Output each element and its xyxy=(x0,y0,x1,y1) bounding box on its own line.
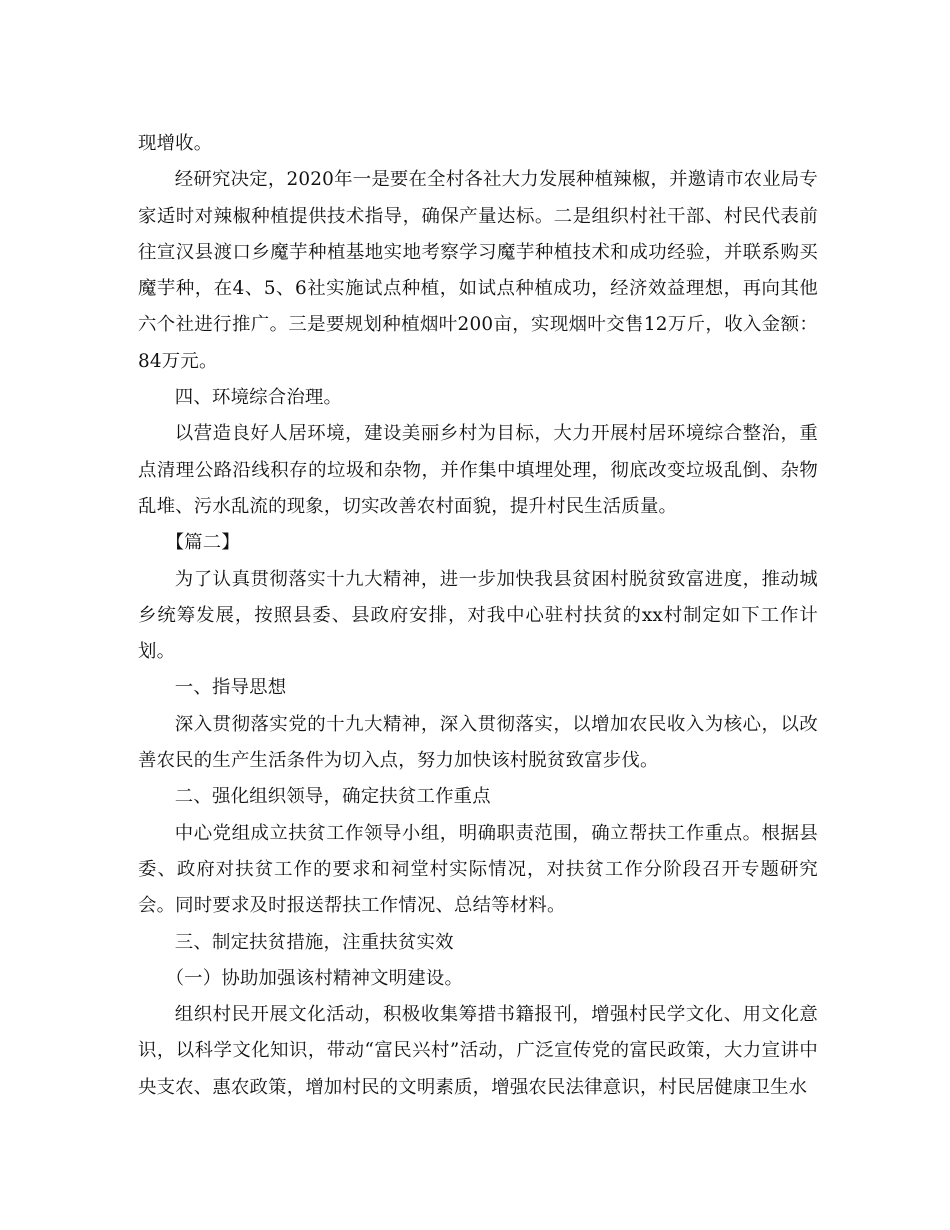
section-heading-measures: 三、制定扶贫措施，注重扶贫实效 xyxy=(174,931,454,953)
paragraph-civilization: 组织村民开展文化活动，积极收集筹措书籍报刊，增强村民学文化、用文化意识，以科学文化知识，带动“富民兴村”活动，广泛宣传党的富民政策，大力宣讲中央支农、惠农政策，增加村民的文明素质，增强农民法律意识，村民居健康卫生水 xyxy=(138,1004,818,1098)
section-heading-guiding-idea: 一、指导思想 xyxy=(174,677,287,699)
paragraph-planting-plan: 经研究决定，2020年一是要在全村各社大力发展种植辣椒，并邀请市农业局专家适时对辣椒种植提供技术指导，确保产量达标。二是组织村社干部、村民代表前往宣汉县渡口乡魔芋种植基地实地考察学习魔芋种植技术和成功经验，并联系购买魔芋种，在4、5、6社实施试点种植，如试点种植成功，经济效益理想，再向其他六个社进行推广。三是要规划种植烟叶200亩，实现烟叶交售12万斤，收入金额：84万元。 xyxy=(138,169,818,372)
paragraph-environment: 以营造良好人居环境，建设美丽乡村为目标，大力开展村居环境综合整治，重点清理公路沿线积存的垃圾和杂物，并作集中填埋处理，彻底改变垃圾乱倒、杂物乱堆、污水乱流的现象，切实改善农村面貌，提升村民生活质量。 xyxy=(138,423,818,517)
paragraph-intro: 为了认真贯彻落实十九大精神，进一步加快我县贫困村脱贫致富进度，推动城乡统筹发展，按照县委、县政府安排，对我中心驻村扶贫的xx村制定如下工作计划。 xyxy=(138,568,818,663)
section-heading-environment: 四、环境综合治理。 xyxy=(174,387,343,409)
sub-heading-civilization: （一）协助加强该村精神文明建设。 xyxy=(165,967,464,989)
paragraph-leadership: 中心党组成立扶贫工作领导小组，明确职责范围，确立帮扶工作重点。根据县委、政府对扶贫工作的要求和祠堂村实际情况，对扶贫工作分阶段召开专题研究会。同时要求及时报送帮扶工作情况、总结等材料。 xyxy=(138,822,818,917)
document-body xyxy=(138,126,818,1106)
section-heading-leadership: 二、强化组织领导，确定扶贫工作重点 xyxy=(174,786,491,808)
paragraph-guiding-idea: 深入贯彻落实党的十九大精神，深入贯彻落实，以增加农民收入为核心，以改善农民的生产生活条件为切入点，努力加快该村脱贫致富步伐。 xyxy=(138,713,818,772)
part-two-title: 【篇二】 xyxy=(165,532,240,554)
paragraph-continuation: 现增收。 xyxy=(138,133,213,154)
